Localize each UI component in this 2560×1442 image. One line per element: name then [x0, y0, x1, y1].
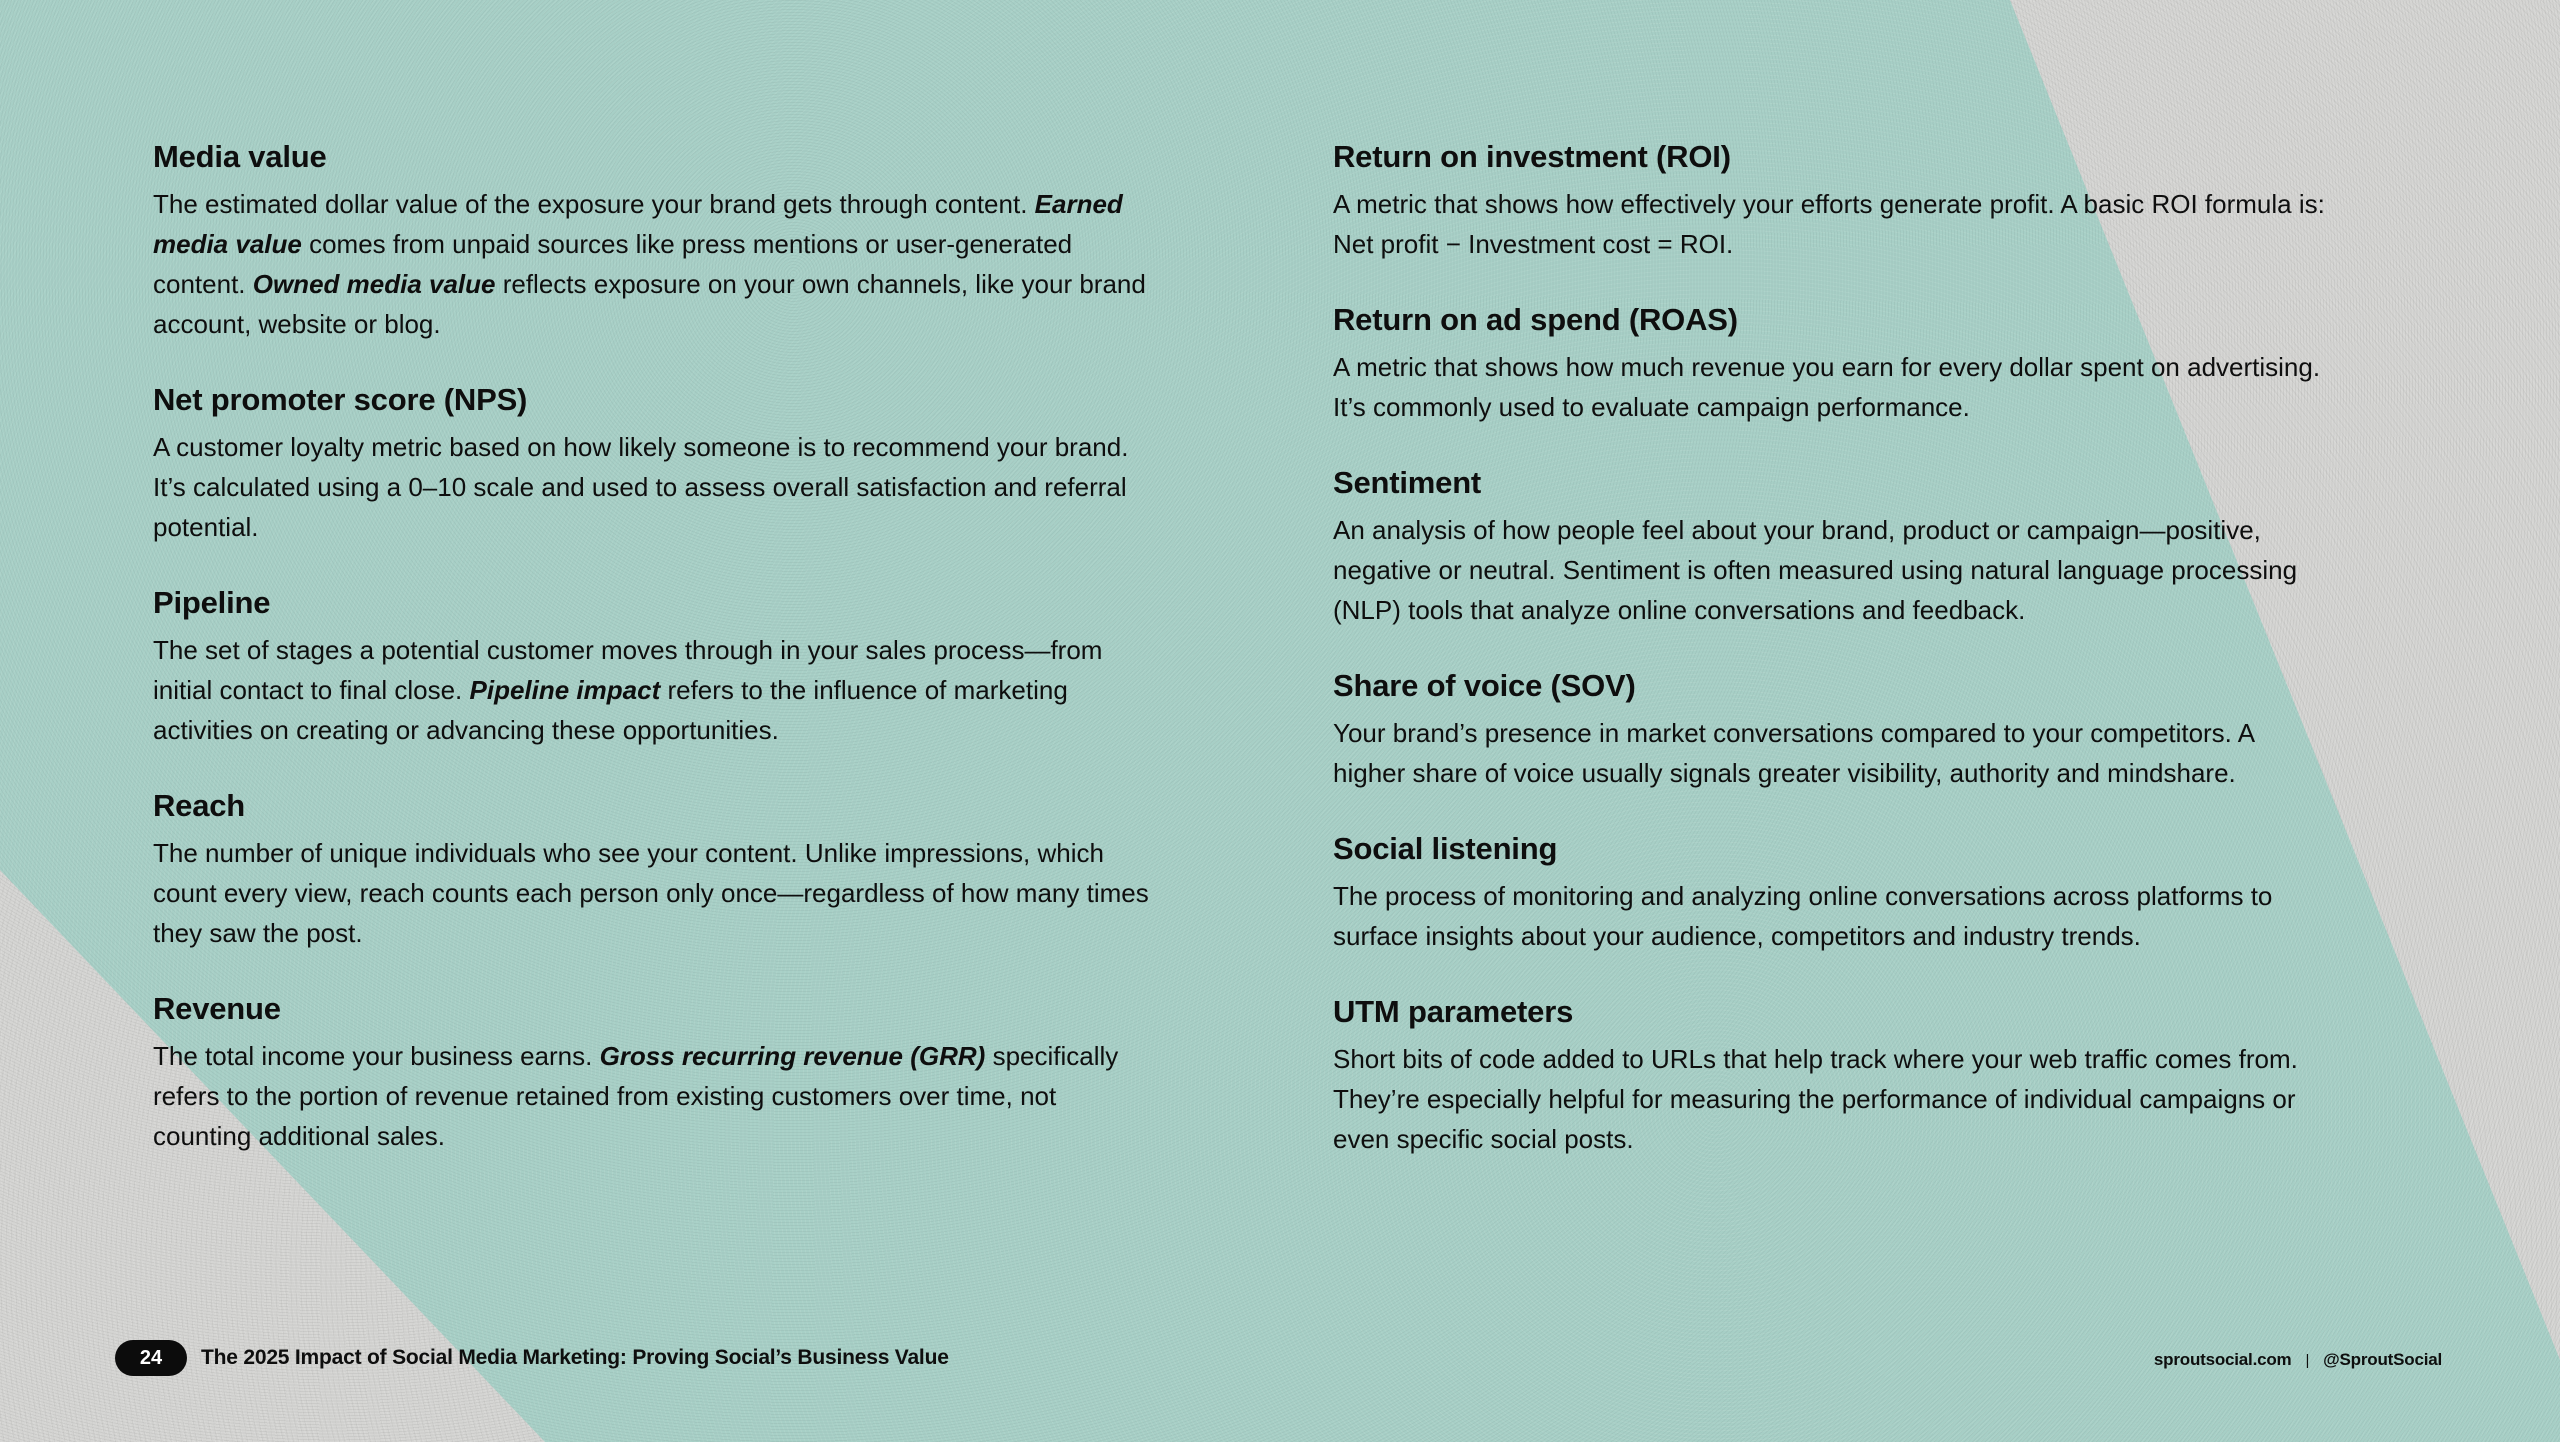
glossary-column-left: [153, 138, 1153, 1193]
emphasized-term: Gross recurring revenue (GRR): [599, 1041, 986, 1071]
glossary-definition: [1333, 876, 2333, 956]
glossary-entry: [1333, 667, 2333, 793]
glossary-definition: [1333, 1039, 2333, 1159]
definition-text: The number of unique individuals who see your content. Unlike impressions, which count every view, reach counts each person only once—regardless of how many times they saw the post.: [153, 838, 1149, 948]
glossary-definition: [1333, 184, 2333, 264]
definition-text: An analysis of how people feel about your brand, product or campaign—positive, negative or neutral. Sentiment is often measured using natural language processing (NLP) tools that analyze online conversations and feedback.: [1333, 515, 2298, 625]
footer-separator: |: [2305, 1351, 2310, 1369]
glossary-entry: [153, 990, 1153, 1156]
definition-text: The total income your business earns.: [153, 1041, 600, 1071]
glossary-entry: [1333, 830, 2333, 956]
glossary-definition: [153, 427, 1153, 547]
glossary-entry: [1333, 301, 2333, 427]
footer-left: [115, 1340, 949, 1376]
glossary-term: Sentiment: [1333, 465, 1482, 500]
social-handle-link[interactable]: @SproutSocial: [2323, 1350, 2442, 1369]
glossary-term: Return on investment (ROI): [1333, 139, 1731, 174]
definition-text: specifically refers to the portion of revenue retained from existing customers over time, not counting additional sales.: [153, 1041, 1119, 1151]
emphasized-term: Earned media value: [153, 189, 1123, 259]
glossary-entry: [153, 381, 1153, 547]
definition-text: A metric that shows how effectively your efforts generate profit. A basic ROI formula is: Net profit − Investment cost = ROI.: [1333, 189, 2325, 259]
glossary-entry: [153, 138, 1153, 344]
glossary-definition: [1333, 713, 2333, 793]
definition-text: The set of stages a potential customer moves through in your sales process—from initial contact to final close.: [153, 635, 1103, 705]
definition-text: Your brand’s presence in market conversations compared to your competitors. A higher share of voice usually signals greater visibility, authority and mindshare.: [1333, 718, 2254, 788]
glossary-definition: [153, 1036, 1153, 1156]
emphasized-term: Pipeline impact: [469, 675, 661, 705]
definition-text: reflects exposure on your own channels, like your brand account, website or blog.: [153, 269, 1146, 339]
definition-text: The estimated dollar value of the exposure your brand gets through content.: [153, 189, 1035, 219]
glossary-term: Social listening: [1333, 831, 1558, 866]
glossary-term: Return on ad spend (ROAS): [1333, 302, 1738, 337]
glossary-entry: [1333, 993, 2333, 1159]
definition-text: comes from unpaid sources like press mentions or user-generated content.: [153, 229, 1073, 299]
definition-text: A metric that shows how much revenue you earn for every dollar spent on advertising. It’s commonly used to evaluate campaign performance.: [1333, 352, 2321, 422]
glossary-term: Media value: [153, 139, 327, 174]
definition-text: A customer loyalty metric based on how likely someone is to recommend your brand. It’s calculated using a 0–10 scale and used to assess overall satisfaction and referral potential.: [153, 432, 1129, 542]
glossary-definition: [1333, 347, 2333, 427]
glossary-entry: [153, 787, 1153, 953]
glossary-entry: [153, 584, 1153, 750]
glossary-definition: [153, 184, 1153, 344]
definition-text: Short bits of code added to URLs that help track where your web traffic comes from. They’re especially helpful for measuring the performance of individual campaigns or even specific social posts.: [1333, 1044, 2298, 1154]
footer-right: [2154, 1350, 2442, 1370]
glossary-term: Net promoter score (NPS): [153, 382, 528, 417]
glossary-entry: [1333, 464, 2333, 630]
glossary-term: UTM parameters: [1333, 994, 1574, 1029]
glossary-definition: [153, 833, 1153, 953]
glossary-column-right: [1333, 138, 2333, 1196]
definition-text: The process of monitoring and analyzing online conversations across platforms to surface insights about your audience, competitors and industry trends.: [1333, 881, 2273, 951]
glossary-term: Share of voice (SOV): [1333, 668, 1636, 703]
page-number-badge: 24: [115, 1340, 187, 1376]
document-title: The 2025 Impact of Social Media Marketing: Proving Social’s Business Value: [201, 1346, 949, 1369]
definition-text: refers to the influence of marketing activities on creating or advancing these opportunities.: [153, 675, 1068, 745]
glossary-definition: [153, 630, 1153, 750]
emphasized-term: Owned media value: [252, 269, 496, 299]
glossary-term: Pipeline: [153, 585, 271, 620]
website-link[interactable]: sproutsocial.com: [2153, 1350, 2292, 1369]
glossary-entry: [1333, 138, 2333, 264]
glossary-term: Revenue: [153, 991, 281, 1026]
glossary-term: Reach: [153, 788, 246, 823]
glossary-definition: [1333, 510, 2333, 630]
